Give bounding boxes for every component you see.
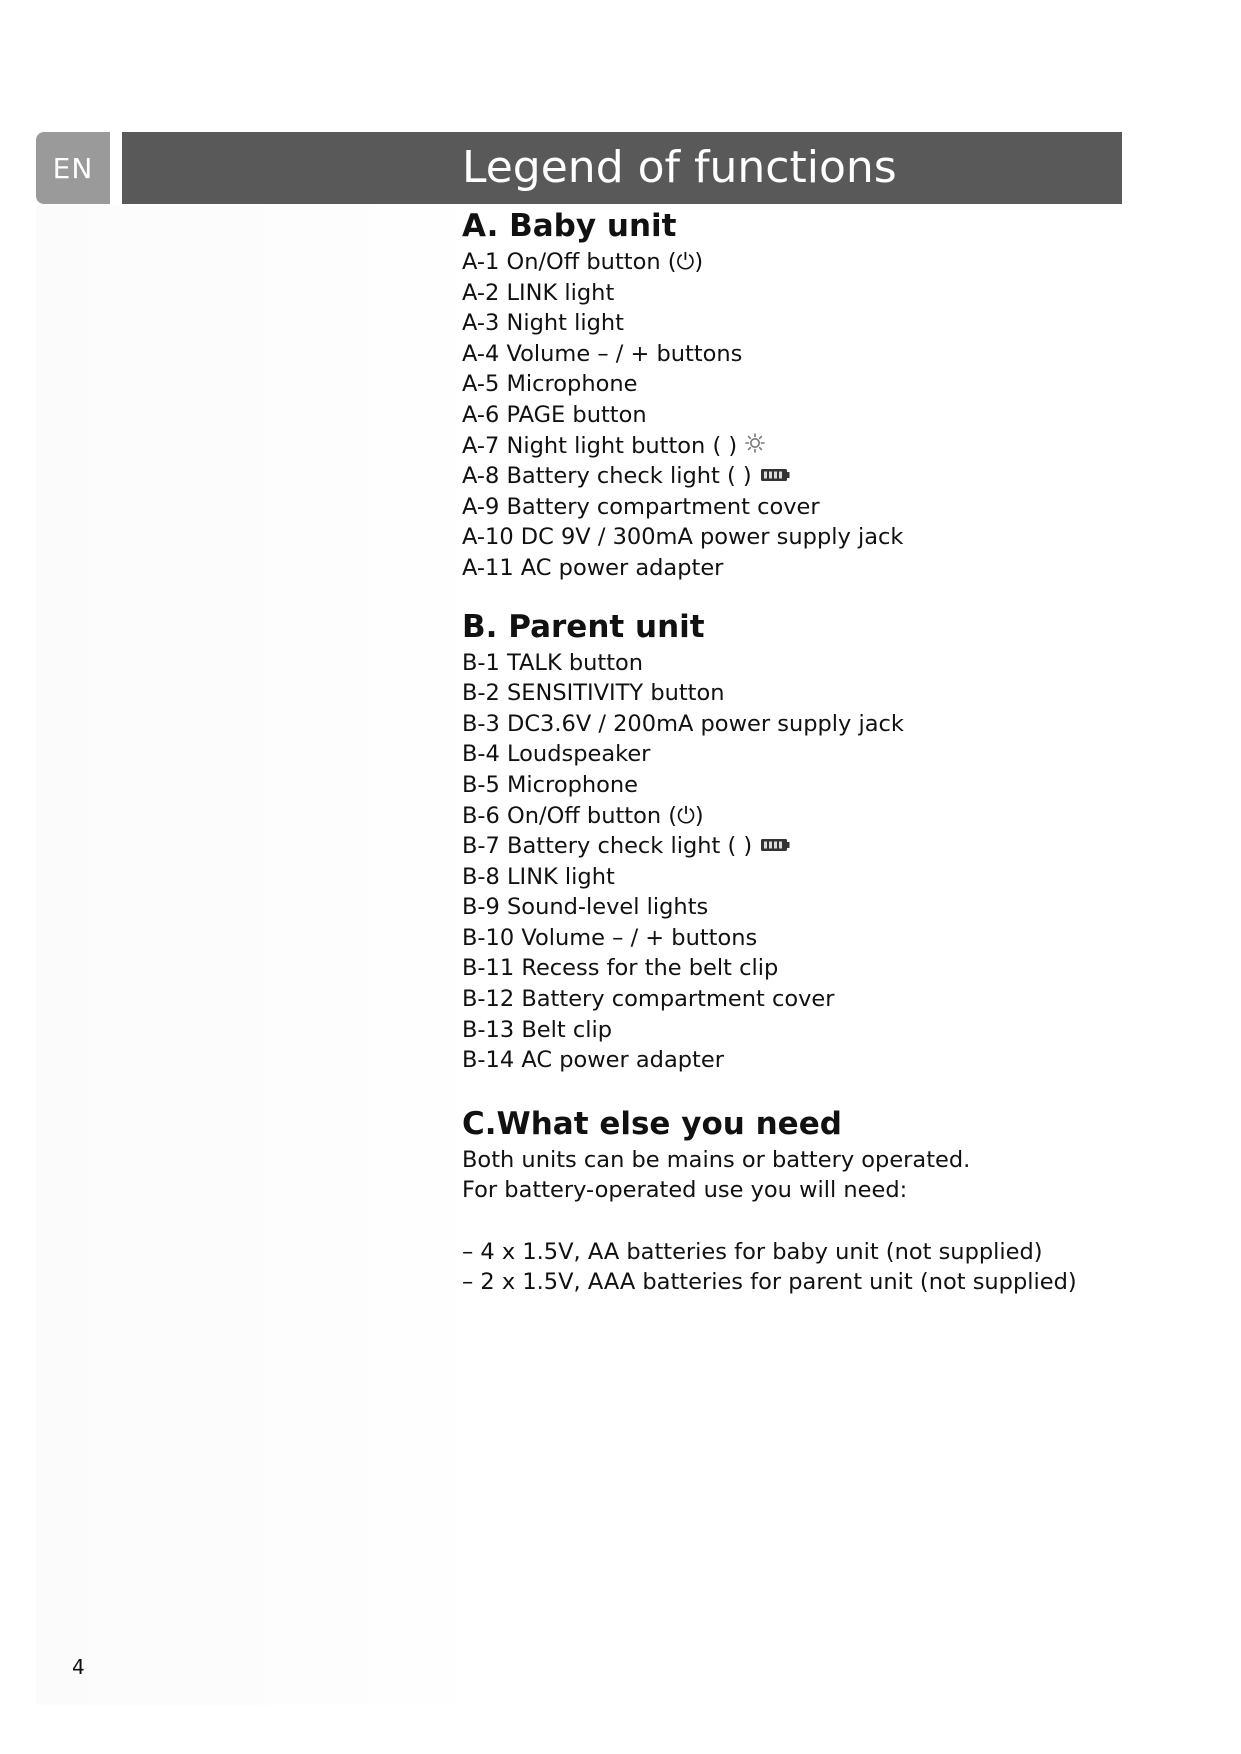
legend-item-a10: A-10 DC 9V / 300mA power supply jack <box>462 524 904 551</box>
legend-item-a8: A-8 Battery check light ( ) <box>462 461 1202 492</box>
legend-item-b10: B-10 Volume – / + buttons <box>462 924 758 951</box>
page-number: 4 <box>72 1655 85 1679</box>
legend-item-b9: B-9 Sound-level lights <box>462 894 709 921</box>
legend-item-a7: A-7 Night light button ( ) <box>462 431 1202 462</box>
legend-item-b13: B-13 Belt clip <box>462 1016 612 1043</box>
legend-item-b3: B-3 DC3.6V / 200mA power supply jack <box>462 710 904 737</box>
battery-list-item: – 2 x 1.5V, AAA batteries for parent unit (not supplied) <box>462 1269 1077 1296</box>
legend-item-b5: B-5 Microphone <box>462 771 638 798</box>
legend-item-a3: A-3 Night light <box>462 310 624 337</box>
legend-item-b1: B-1 TALK button <box>462 649 644 676</box>
paragraph-line: For battery-operated use you will need: <box>462 1177 908 1204</box>
legend-content <box>462 205 1202 1298</box>
battery-icon <box>760 831 790 862</box>
battery-icon <box>760 461 790 492</box>
legend-item-b11: B-11 Recess for the belt clip <box>462 955 779 982</box>
legend-item-b12: B-12 Battery compartment cover <box>462 986 835 1013</box>
left-margin-panel <box>36 205 460 1705</box>
section-title-what-else: C.What else you need <box>462 1105 842 1142</box>
legend-item-a2: A-2 LINK light <box>462 279 615 306</box>
battery-list-item: – 4 x 1.5V, AA batteries for baby unit (not supplied) <box>462 1238 1043 1265</box>
language-tab: EN <box>36 132 110 204</box>
legend-item-b14: B-14 AC power adapter <box>462 1047 724 1074</box>
legend-item-a1: A-1 On/Off button (⏻) <box>462 249 704 275</box>
legend-item-a6: A-6 PAGE button <box>462 401 647 428</box>
legend-item-b8: B-8 LINK light <box>462 863 615 890</box>
legend-item-b6: B-6 On/Off button (⏻) <box>462 802 704 829</box>
page-title: Legend of functions <box>462 142 897 193</box>
legend-item-a4: A-4 Volume – / + buttons <box>462 340 743 367</box>
sun-icon <box>745 431 765 462</box>
section-title-baby-unit: A. Baby unit <box>462 208 677 244</box>
legend-item-a5: A-5 Microphone <box>462 371 638 398</box>
section-title-parent-unit: B. Parent unit <box>462 608 705 645</box>
paragraph-line: Both units can be mains or battery operated. <box>462 1146 971 1173</box>
legend-item-b4: B-4 Loudspeaker <box>462 741 651 768</box>
legend-item-b2: B-2 SENSITIVITY button <box>462 680 725 707</box>
legend-item-a9: A-9 Battery compartment cover <box>462 493 820 520</box>
legend-item-b7: B-7 Battery check light ( ) <box>462 831 1202 862</box>
legend-item-a11: A-11 AC power adapter <box>462 554 724 581</box>
